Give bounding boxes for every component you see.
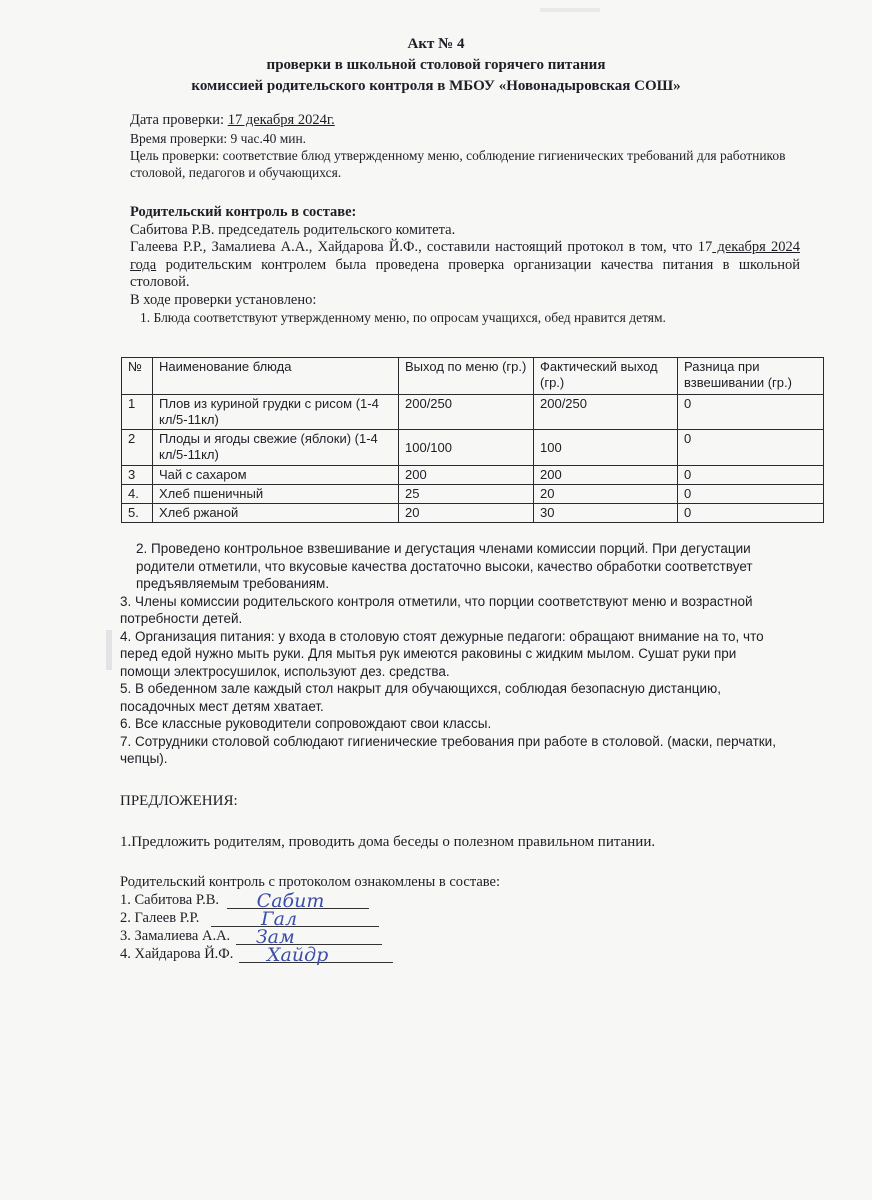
table-cell: 25	[399, 485, 534, 504]
proposals-section	[120, 793, 790, 851]
table-cell: Плов из куриной грудки с рисом (1-4 кл/5-11кл)	[153, 395, 399, 430]
signature-line	[211, 908, 379, 930]
table-cell: Чай с сахаром	[153, 466, 399, 485]
points-section	[120, 540, 785, 768]
act-number: Акт № 4	[407, 36, 465, 52]
table-row	[122, 395, 824, 430]
table-header: Фактический выход (гр.)	[534, 358, 678, 395]
composition-members: Галеева Р.Р., Замалиева А.А., Хайдарова Й.Ф., составили настоящий протокол в том, что 17 декабря 2024 года родительским контролем была проведена проверка организации качества питания в школьной столовой.	[130, 239, 800, 290]
table-cell: 20	[534, 485, 678, 504]
signature-image: Гал	[261, 908, 298, 930]
signature-row: 2. Галеев Р.Р. Гал	[120, 909, 790, 927]
document-header	[0, 34, 872, 97]
signature-row: 1. Сабитова Р.В. Сабит	[120, 891, 790, 909]
point-4: 4. Организация питания: у входа в столовую стоят дежурные педагоги: обращают внимание на то, что перед едой нужно мыть руки. Для мытья рук имеются раковины с жидким мылом. Сушат руки при помощи электросушилок, используют дез. средства.	[120, 628, 764, 679]
table-cell: 200	[399, 466, 534, 485]
table-cell: 200/250	[534, 395, 678, 430]
signature-row: 4. Хайдарова Й.Ф. Хайдр	[120, 945, 790, 963]
point-1: 1. Блюда соответствуют утвержденному меню, по опросам учащихся, обед нравится детям.	[140, 310, 666, 325]
table-header: Выход по меню (гр.)	[399, 358, 534, 395]
table-cell: 100	[534, 430, 678, 466]
table-cell: 0	[678, 395, 824, 430]
table-row	[122, 485, 824, 504]
table-cell: 1	[122, 395, 153, 430]
signature-line	[239, 944, 393, 966]
table-cell: 0	[678, 485, 824, 504]
signature-image: Хайдр	[267, 944, 329, 966]
composition-heading: Родительский контроль в составе:	[130, 204, 357, 220]
proposal-1: 1.Предложить родителям, проводить дома беседы о полезном правильном питании.	[120, 833, 656, 850]
table-cell: Хлеб пшеничный	[153, 485, 399, 504]
table-header-row	[122, 358, 824, 395]
signature-image: Сабит	[256, 890, 325, 912]
point-3: 3. Члены комиссии родительского контроля отметили, что порции соответствуют меню и возрастной потребности детей.	[120, 593, 753, 626]
composition-section	[130, 204, 800, 326]
point-5: 5. В обеденном зале каждый стол накрыт для обучающихся, соблюдая безопасную дистанцию, посадочных мест детям хватает.	[120, 681, 721, 714]
act-subtitle: проверки в школьной столовой горячего питания	[266, 57, 606, 73]
table-cell: 2	[122, 430, 153, 466]
table-header: Наименование блюда	[153, 358, 399, 395]
table-cell: 4.	[122, 485, 153, 504]
point-7: 7. Сотрудники столовой соблюдают гигиенические требования при работе в столовой. (маски, перчатки, чепцы).	[120, 733, 776, 766]
table-header: Разница при взвешивании (гр.)	[678, 358, 824, 395]
table-row	[122, 466, 824, 485]
point-2: 2. Проведено контрольное взвешивание и дегустация членами комиссии порций. При дегустации родители отметили, что вкусовые качества достаточно высоки, качество обработки соответствует предъявляемым требованиям.	[136, 541, 753, 591]
table-cell: 0	[678, 504, 824, 523]
meta-section	[130, 112, 800, 181]
table-header: №	[122, 358, 153, 395]
composition-chair: Сабитова Р.В. председатель родительского комитета.	[130, 221, 456, 238]
table-row	[122, 430, 824, 466]
inspection-date: Дата проверки: 17 декабря 2024г.	[130, 112, 335, 128]
signatures-section	[120, 873, 790, 966]
table-row	[122, 504, 824, 523]
signature-line	[227, 890, 369, 912]
signature-row: 3. Замалиева А.А. Зам	[120, 927, 790, 945]
act-commission: комиссией родительского контроля в МБОУ «Новонадыровская СОШ»	[191, 78, 681, 94]
table-cell: 5.	[122, 504, 153, 523]
table-cell: 0	[678, 466, 824, 485]
table-cell: Плоды и ягоды свежие (яблоки) (1-4 кл/5-11кл)	[153, 430, 399, 466]
table-cell: 0	[678, 430, 824, 466]
point-6: 6. Все классные руководители сопровождают свои классы.	[120, 716, 492, 731]
inspection-time: Время проверки: 9 час.40 мин.	[130, 130, 307, 146]
inspection-purpose: Цель проверки: соответствие блюд утвержденному меню, соблюдение гигиенических требований для работников столовой, педагогов и обучающихся.	[130, 147, 786, 180]
signatures-intro: Родительский контроль с протоколом ознакомлены в составе:	[120, 874, 500, 890]
table-cell: 100/100	[399, 430, 534, 466]
table-cell: 20	[399, 504, 534, 523]
scan-mark	[540, 8, 600, 12]
table-cell: 200	[534, 466, 678, 485]
table-cell: Хлеб ржаной	[153, 504, 399, 523]
weighing-table	[121, 357, 824, 523]
table-cell: 30	[534, 504, 678, 523]
table-cell: 3	[122, 466, 153, 485]
proposals-heading: ПРЕДЛОЖЕНИЯ:	[120, 793, 238, 809]
signature-image: Зам	[255, 926, 295, 948]
scan-mark	[106, 630, 112, 670]
table-cell: 200/250	[399, 395, 534, 430]
established-label: В ходе проверки установлено:	[130, 291, 317, 308]
